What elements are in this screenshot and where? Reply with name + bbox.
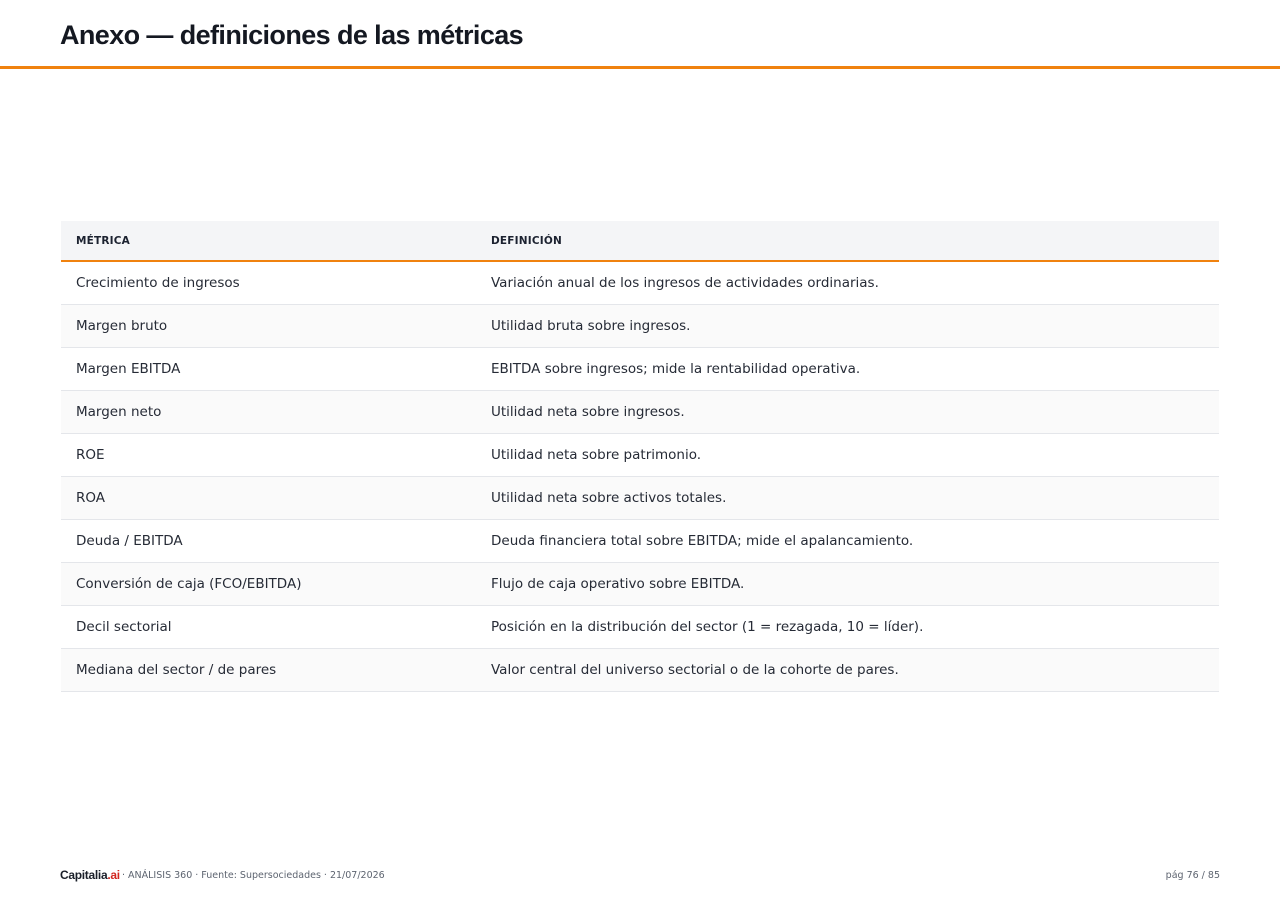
definition-cell: Utilidad neta sobre ingresos. — [476, 391, 1219, 434]
definition-cell: Posición en la distribución del sector (1 = rezagada, 10 = líder). — [476, 606, 1219, 649]
definition-cell: Deuda financiera total sobre EBITDA; mide el apalancamiento. — [476, 520, 1219, 563]
table-row — [61, 348, 1219, 391]
definition-cell: Flujo de caja operativo sobre EBITDA. — [476, 563, 1219, 606]
table-header-row — [61, 221, 1219, 261]
table-row — [61, 305, 1219, 348]
page-title: Anexo — definiciones de las métricas — [60, 20, 524, 50]
definition-cell: Utilidad neta sobre patrimonio. — [476, 434, 1219, 477]
table-row — [61, 391, 1219, 434]
page-header — [0, 0, 1280, 69]
definition-cell: Utilidad neta sobre activos totales. — [476, 477, 1219, 520]
metric-cell: Crecimiento de ingresos — [61, 261, 476, 305]
definition-cell: EBITDA sobre ingresos; mide la rentabilidad operativa. — [476, 348, 1219, 391]
metric-cell: ROA — [61, 477, 476, 520]
footer-source-info: · ANÁLISIS 360 · Fuente: Supersociedades · 21/07/2026 — [122, 870, 385, 881]
metric-cell: Margen EBITDA — [61, 348, 476, 391]
column-header-definition: DEFINICIÓN — [476, 221, 1219, 261]
table-row — [61, 649, 1219, 692]
table-row — [61, 606, 1219, 649]
brand-name: Capitalia — [60, 868, 108, 882]
metric-cell: Deuda / EBITDA — [61, 520, 476, 563]
metric-cell: Mediana del sector / de pares — [61, 649, 476, 692]
table-row — [61, 477, 1219, 520]
brand-logo — [60, 868, 120, 882]
metric-cell: ROE — [61, 434, 476, 477]
definition-cell: Utilidad bruta sobre ingresos. — [476, 305, 1219, 348]
metric-cell: Margen bruto — [61, 305, 476, 348]
table-row — [61, 563, 1219, 606]
page-number: pág 76 / 85 — [1165, 870, 1220, 881]
definition-cell: Variación anual de los ingresos de actividades ordinarias. — [476, 261, 1219, 305]
brand-suffix: .ai — [107, 868, 120, 882]
column-header-metric: MÉTRICA — [61, 221, 476, 261]
metric-cell: Conversión de caja (FCO/EBITDA) — [61, 563, 476, 606]
table-row — [61, 434, 1219, 477]
metric-cell: Margen neto — [61, 391, 476, 434]
metric-cell: Decil sectorial — [61, 606, 476, 649]
metrics-definitions-table — [61, 221, 1219, 692]
definition-cell: Valor central del universo sectorial o de la cohorte de pares. — [476, 649, 1219, 692]
table-row — [61, 261, 1219, 305]
table-row — [61, 520, 1219, 563]
page-footer — [60, 868, 1220, 886]
